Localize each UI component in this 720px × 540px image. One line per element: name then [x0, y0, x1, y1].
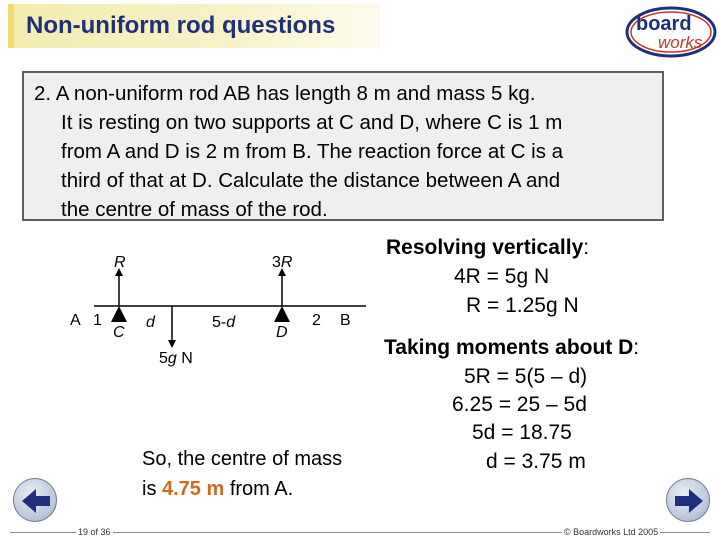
next-slide-button[interactable]: [666, 478, 710, 522]
boardworks-logo-graphic: [624, 4, 718, 62]
moments-heading-line: [384, 336, 639, 360]
dist-ac-label: 1: [93, 312, 102, 329]
rod-diagram: [56, 236, 386, 366]
resolve-eq-2: R = 1.25g N: [466, 294, 579, 317]
force-c-label: R: [114, 254, 126, 271]
conclusion-line-2: [142, 474, 402, 504]
boardworks-logo: [624, 4, 718, 62]
logo-top-text: board: [636, 13, 692, 35]
question-line-4: third of that at D. Calculate the distance between A and: [61, 169, 561, 192]
moments-eq-1: 5R = 5(5 – d): [464, 365, 588, 388]
question-line-1: A non-uniform rod AB has length 8 m and mass 5 kg.: [55, 82, 536, 105]
moments-eq-3: 5d = 18.75: [472, 421, 572, 444]
question-line-3: from A and D is 2 m from B. The reaction force at C is a: [61, 140, 564, 163]
support-c-label: C: [113, 324, 125, 341]
dist-5d-number: 5-: [212, 314, 227, 331]
resolve-heading-line: [386, 236, 589, 260]
rod-diagram-graphic: [56, 236, 386, 366]
dist-5d-label: [212, 314, 235, 332]
back-arrow-icon: [14, 479, 58, 523]
support-c-triangle: [111, 306, 127, 322]
answer-value: 4.75 m: [162, 478, 225, 500]
force-d-label: [272, 254, 292, 272]
support-d-triangle: [274, 306, 290, 322]
conclusion-post: from A.: [224, 478, 294, 500]
page-title: Non-uniform rod questions: [26, 12, 336, 39]
forward-arrow-icon: [667, 479, 711, 523]
question-number: 2.: [34, 82, 52, 105]
moments-heading: Taking moments about D: [384, 336, 634, 359]
page-number: 19 of 36: [78, 527, 111, 537]
previous-slide-button[interactable]: [13, 478, 57, 522]
resolve-eq-1: 4R = 5g N: [454, 265, 550, 288]
title-bar: [8, 4, 380, 48]
end-a-label: A: [70, 312, 81, 329]
force-d-coefficient: 3: [272, 254, 281, 271]
logo-bottom-text: works: [658, 33, 703, 52]
conclusion: [142, 444, 402, 504]
question-text: [34, 79, 654, 224]
resolve-heading: Resolving vertically: [386, 236, 584, 259]
moments-eq-4: d = 3.75 m: [486, 450, 586, 473]
dist-d-label: d: [146, 314, 155, 331]
question-box: [22, 71, 664, 221]
dist-db-label: 2: [312, 312, 321, 329]
weight-unit: N: [176, 350, 193, 367]
moments-eq-2: 6.25 = 25 – 5d: [452, 393, 587, 416]
moments-colon: :: [633, 336, 640, 359]
question-line-5: the centre of mass of the rod.: [61, 198, 328, 221]
support-d-label: D: [276, 324, 288, 341]
force-d-variable: R: [280, 254, 293, 271]
question-line-2: It is resting on two supports at C and D, where C is 1 m: [61, 111, 563, 134]
resolve-colon: :: [583, 236, 590, 259]
conclusion-line-1: So, the centre of mass: [142, 448, 343, 470]
weight-variable: g: [167, 350, 177, 367]
copyright-text: © Boardworks Ltd 2005: [564, 527, 659, 537]
weight-label: [159, 350, 193, 368]
dist-5d-variable: d: [226, 314, 236, 331]
end-b-label: B: [340, 312, 351, 329]
weight-number: 5: [159, 350, 168, 367]
conclusion-pre: is: [142, 478, 162, 500]
weight-arrowhead: [168, 340, 176, 348]
